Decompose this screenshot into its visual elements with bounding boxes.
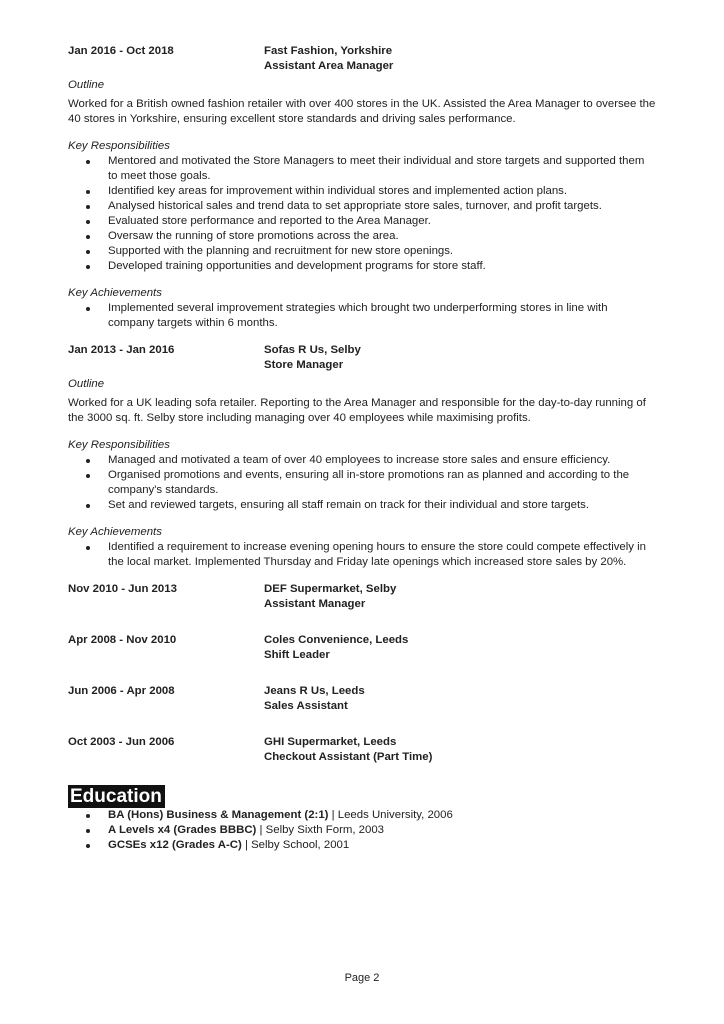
earlier-roles [68,582,656,765]
bullet-icon [86,459,90,463]
role-header [68,684,656,714]
achievements-list [68,301,656,331]
education-section [68,781,656,853]
role-header [68,582,656,612]
bullet-icon [86,829,90,833]
role-title: Store Manager [264,359,344,371]
role-header [68,343,656,373]
outline-text: Worked for a British owned fashion retailer with over 400 stores in the UK. Assisted the Area Manager to oversee the 40 stores in Yorkshire, ensuring excellent store standards and driving sales performance. [68,98,656,125]
role-title: Sales Assistant [264,700,348,712]
outline-label: Outline [68,79,105,91]
list-item [68,823,656,838]
role-dates: Oct 2003 - Jun 2006 [68,736,175,748]
bullet-icon [86,190,90,194]
bullet-icon [86,546,90,550]
role-employer-block [264,582,396,612]
education-heading: Education [68,785,165,808]
list-item: Identified a requirement to increase evening opening hours to ensure the store could compete effectively in the local market. Implemented Thursday and Friday late openings which increased store sales by 20%. [68,540,656,570]
bullet-icon [86,307,90,311]
bullet-icon [86,220,90,224]
achievements-label: Key Achievements [68,526,162,538]
list-item: Mentored and motivated the Store Managers to meet their individual and store targets and supported them to meet those goals. [68,154,656,184]
list-item: Oversaw the running of store promotions across the area. [68,229,656,244]
bullet-icon [86,235,90,239]
role-employer-block [264,343,361,373]
role-employer-block [264,735,432,765]
role-employer-block [264,633,408,663]
qualification-detail: | Leeds University, 2006 [328,809,453,821]
list-item: Supported with the planning and recruitment for new store openings. [68,244,656,259]
role-employer-block [264,44,393,74]
role-dates: Apr 2008 - Nov 2010 [68,634,177,646]
outline-text: Worked for a UK leading sofa retailer. Reporting to the Area Manager and responsible for the day-to-day running of the 3000 sq. ft. Selby store including managing over 40 employees while maximising profits. [68,397,646,424]
list-item: Set and reviewed targets, ensuring all staff remain on track for their individual and store targets. [68,498,656,513]
role-dates: Jan 2013 - Jan 2016 [68,344,175,356]
bullet-icon [86,160,90,164]
role-employer: Coles Convenience, Leeds [264,634,409,646]
role-header [68,633,656,663]
education-list [68,808,656,853]
responsibilities-list [68,453,656,513]
bullet-icon [86,250,90,254]
role-employer: GHI Supermarket, Leeds [264,736,397,748]
list-item: Identified key areas for improvement within individual stores and implemented action plans. [68,184,656,199]
list-item: Developed training opportunities and development programs for store staff. [68,259,656,274]
qualification: GCSEs x12 (Grades A-C) [108,839,242,851]
bullet-icon [86,844,90,848]
achievements-list [68,540,656,570]
role-header [68,735,656,765]
list-item: Evaluated store performance and reported to the Area Manager. [68,214,656,229]
role-dates: Jun 2006 - Apr 2008 [68,685,175,697]
responsibilities-label: Key Responsibilities [68,439,170,451]
qualification-detail: | Selby School, 2001 [241,839,350,851]
page-number: Page 2 [344,972,380,984]
bullet-icon [86,504,90,508]
role-title: Shift Leader [264,649,330,661]
role-sofas-r-us [68,343,656,570]
list-item [68,838,656,853]
role-header [68,44,656,74]
role-dates: Jan 2016 - Oct 2018 [68,45,174,57]
qualification-detail: | Selby Sixth Form, 2003 [256,824,385,836]
role-employer: Jeans R Us, Leeds [264,685,365,697]
list-item: Analysed historical sales and trend data to set appropriate store sales, turnover, and profit targets. [68,199,656,214]
role-fast-fashion [68,44,656,331]
responsibilities-list [68,154,656,274]
bullet-icon [86,205,90,209]
list-item: Managed and motivated a team of over 40 employees to increase store sales and ensure efficiency. [68,453,656,468]
responsibilities-label: Key Responsibilities [68,140,170,152]
role-title: Assistant Manager [264,598,366,610]
bullet-icon [86,814,90,818]
outline-label: Outline [68,378,105,390]
role-employer: Sofas R Us, Selby [264,344,361,356]
bullet-icon [86,474,90,478]
list-item [68,808,656,823]
role-title: Checkout Assistant (Part Time) [264,751,433,763]
qualification: A Levels x4 (Grades BBBC) [108,824,257,836]
role-employer: Fast Fashion, Yorkshire [264,45,393,57]
bullet-icon [86,265,90,269]
list-item: Implemented several improvement strategies which brought two underperforming stores in line with company targets within 6 months. [68,301,656,331]
role-employer-block [264,684,365,714]
qualification: BA (Hons) Business & Management (2:1) [108,809,329,821]
role-dates: Nov 2010 - Jun 2013 [68,583,177,595]
list-item: Organised promotions and events, ensuring all in-store promotions ran as planned and according to the company's standards. [68,468,656,498]
achievements-label: Key Achievements [68,287,162,299]
role-employer: DEF Supermarket, Selby [264,583,397,595]
role-title: Assistant Area Manager [264,60,394,72]
